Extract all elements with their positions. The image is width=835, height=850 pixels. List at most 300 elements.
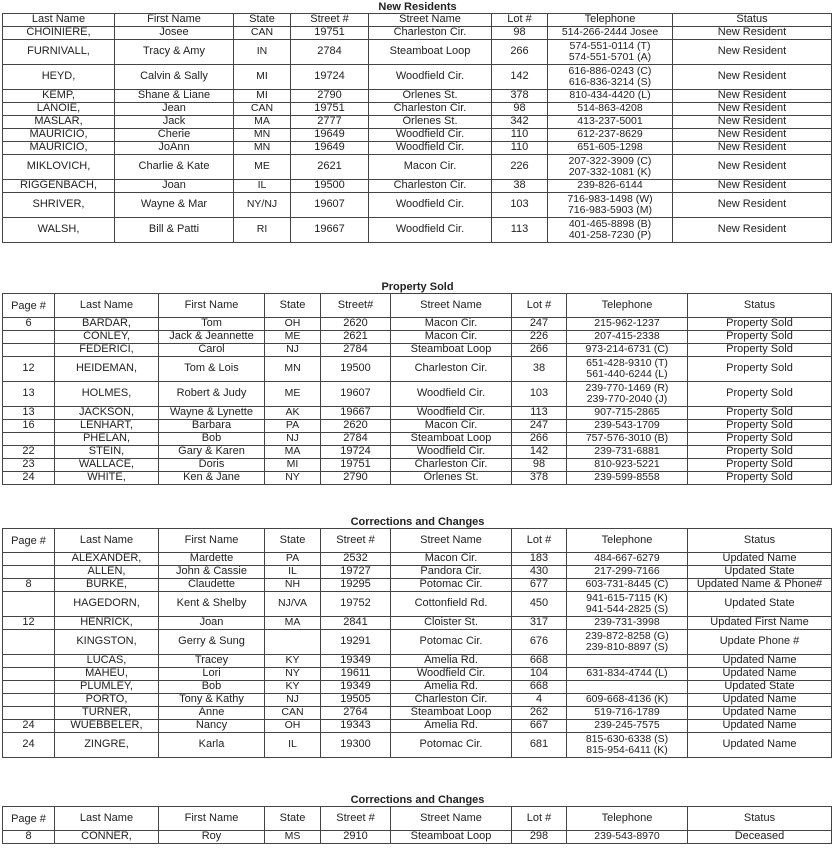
telephone-cell (548, 218, 673, 243)
table-row (3, 180, 832, 193)
street-number-cell: 19667 (321, 407, 391, 420)
first-name-cell: Jack & Jeannette (159, 331, 265, 344)
street-name-cell: Potomac Cir. (391, 733, 512, 758)
telephone-cell (567, 446, 688, 459)
lot-number-cell: 378 (492, 90, 548, 103)
street-name-cell: Macon Cir. (391, 553, 512, 566)
lot-number-cell: 226 (512, 331, 567, 344)
col-header: Street Name (369, 14, 492, 27)
lot-number-cell: 183 (512, 553, 567, 566)
telephone-cell (567, 617, 688, 630)
table-row (3, 630, 832, 655)
street-number-cell: 19751 (321, 459, 391, 472)
telephone-line: 484-667-6279 (594, 552, 660, 565)
telephone-line: 603-731-8445 (C) (585, 578, 669, 591)
street-name-cell: Woodfield Cir. (369, 193, 492, 218)
street-number-cell: 19343 (321, 720, 391, 733)
lot-number-cell: 667 (512, 720, 567, 733)
table-row (3, 733, 832, 758)
street-number-cell: 2621 (321, 331, 391, 344)
street-number-cell: 19724 (291, 65, 369, 90)
page-number-cell: 24 (3, 720, 55, 733)
table-row (3, 681, 832, 694)
telephone-cell (567, 655, 688, 668)
lot-number-cell: 266 (512, 344, 567, 357)
street-number-cell: 2620 (321, 420, 391, 433)
state-cell: CAN (234, 103, 291, 116)
page-number-cell (3, 433, 55, 446)
street-number-cell: 19724 (321, 446, 391, 459)
street-name-cell: Orlenes St. (369, 90, 492, 103)
status-cell: Update Phone # (688, 630, 832, 655)
telephone-cell (548, 155, 673, 180)
street-number-cell: 2620 (321, 318, 391, 331)
status-cell: Property Sold (688, 446, 832, 459)
table-row (3, 407, 832, 420)
page-number-cell (3, 331, 55, 344)
first-name-cell: Wayne & Mar (115, 193, 234, 218)
table-row (3, 459, 832, 472)
table-row (3, 331, 832, 344)
last-name-cell: FEDERICI, (55, 344, 159, 357)
col-header: Status (688, 529, 832, 553)
last-name-cell: FURNIVALL, (3, 40, 115, 65)
table-row (3, 142, 832, 155)
col-header: State (265, 807, 321, 831)
table-row (3, 155, 832, 180)
table-row (3, 27, 832, 40)
state-cell: NY (265, 472, 321, 485)
street-name-cell: Woodfield Cir. (369, 65, 492, 90)
col-header: Telephone (567, 529, 688, 553)
status-cell: New Resident (673, 155, 832, 180)
status-cell: Property Sold (688, 318, 832, 331)
street-number-cell: 19607 (321, 382, 391, 407)
state-cell: NJ (265, 344, 321, 357)
first-name-cell: Jack (115, 116, 234, 129)
street-name-cell: Woodfield Cir. (391, 446, 512, 459)
page-number-cell: 8 (3, 831, 55, 844)
street-name-cell: Steamboat Loop (369, 40, 492, 65)
first-name-cell: Tony & Kathy (159, 694, 265, 707)
lot-number-cell: 450 (512, 592, 567, 617)
status-cell: New Resident (673, 27, 832, 40)
street-name-cell: Woodfield Cir. (391, 407, 512, 420)
telephone-line: 239-826-6144 (577, 179, 643, 192)
state-cell: MN (265, 357, 321, 382)
telephone-cell (548, 27, 673, 40)
street-number-cell: 2784 (321, 344, 391, 357)
telephone-cell (567, 592, 688, 617)
first-name-cell: Bob (159, 433, 265, 446)
page-number-cell (3, 592, 55, 617)
telephone-cell (548, 180, 673, 193)
table-row (3, 218, 832, 243)
street-number-cell: 19500 (321, 357, 391, 382)
col-header: Status (688, 807, 832, 831)
telephone-line: 815-954-6411 (K) (586, 744, 668, 756)
status-cell: New Resident (673, 193, 832, 218)
status-cell: New Resident (673, 129, 832, 142)
telephone-cell (567, 553, 688, 566)
state-cell: KY (265, 681, 321, 694)
street-number-cell: 2621 (291, 155, 369, 180)
street-number-cell: 19349 (321, 681, 391, 694)
first-name-cell: Lori (159, 668, 265, 681)
first-name-cell: Barbara (159, 420, 265, 433)
status-cell: Updated State (688, 681, 832, 694)
state-cell: KY (265, 655, 321, 668)
lot-number-cell: 298 (512, 831, 567, 844)
telephone-line: 631-834-4744 (L) (586, 667, 668, 680)
col-header: Lot # (512, 529, 567, 553)
status-cell: Property Sold (688, 420, 832, 433)
telephone-line: 757-576-3010 (B) (585, 432, 669, 445)
telephone-line: 413-237-5001 (577, 115, 643, 128)
table-row (3, 553, 832, 566)
status-cell: Updated Name & Phone# (688, 579, 832, 592)
page-number-cell: 24 (3, 733, 55, 758)
street-number-cell: 2910 (321, 831, 391, 844)
first-name-cell: Tracy & Amy (115, 40, 234, 65)
telephone-line: 239-810-8897 (S) (585, 641, 669, 653)
street-name-cell: Woodfield Cir. (391, 382, 512, 407)
last-name-cell: HAGEDORN, (55, 592, 159, 617)
street-name-cell: Macon Cir. (391, 331, 512, 344)
first-name-cell: Jean (115, 103, 234, 116)
lot-number-cell: 226 (492, 155, 548, 180)
lot-number-cell: 110 (492, 142, 548, 155)
street-name-cell: Charleston Cir. (391, 694, 512, 707)
state-cell: IN (234, 40, 291, 65)
state-cell: MS (265, 831, 321, 844)
telephone-cell (567, 733, 688, 758)
street-number-cell: 19500 (291, 180, 369, 193)
status-cell: Property Sold (688, 344, 832, 357)
street-number-cell: 2790 (321, 472, 391, 485)
status-cell: New Resident (673, 116, 832, 129)
street-number-cell: 19727 (321, 566, 391, 579)
status-cell: Property Sold (688, 433, 832, 446)
telephone-line: 239-731-6881 (594, 445, 660, 458)
last-name-cell: MAHEU, (55, 668, 159, 681)
street-number-cell: 2777 (291, 116, 369, 129)
col-header: First Name (115, 14, 234, 27)
first-name-cell: Tracey (159, 655, 265, 668)
status-cell: Updated Name (688, 707, 832, 720)
status-cell: Updated State (688, 592, 832, 617)
state-cell: NJ (265, 433, 321, 446)
col-header: Street# (321, 294, 391, 318)
telephone-cell (567, 720, 688, 733)
telephone-cell (567, 344, 688, 357)
first-name-cell: Nancy (159, 720, 265, 733)
page-number-cell (3, 694, 55, 707)
telephone-line: 514-863-4208 (577, 102, 643, 115)
telephone-cell (567, 831, 688, 844)
col-header: State (265, 294, 321, 318)
last-name-cell: CHOINIERE, (3, 27, 115, 40)
telephone-line: 239-599-8558 (594, 471, 660, 484)
last-name-cell: WALLACE, (55, 459, 159, 472)
street-number-cell: 19667 (291, 218, 369, 243)
telephone-line: 514-266-2444 Josee (561, 26, 659, 39)
telephone-cell (567, 707, 688, 720)
state-cell: MA (234, 116, 291, 129)
last-name-cell: PLUMLEY, (55, 681, 159, 694)
state-cell: NJ (265, 694, 321, 707)
status-cell: Updated Name (688, 733, 832, 758)
col-header: Lot # (512, 807, 567, 831)
telephone-line: 810-434-4420 (L) (569, 89, 651, 102)
corrections-table-2 (2, 806, 832, 844)
state-cell: IL (265, 733, 321, 758)
first-name-cell: Carol (159, 344, 265, 357)
col-header: Status (688, 294, 832, 318)
lot-number-cell: 247 (512, 420, 567, 433)
street-number-cell: 19751 (291, 27, 369, 40)
status-cell: New Resident (673, 65, 832, 90)
street-name-cell: Potomac Cir. (391, 630, 512, 655)
street-name-cell: Macon Cir. (369, 155, 492, 180)
telephone-line: 716-983-1498 (W) (567, 192, 653, 205)
lot-number-cell: 342 (492, 116, 548, 129)
street-name-cell: Charleston Cir. (391, 459, 512, 472)
corrections-table (2, 528, 832, 758)
first-name-cell: Gerry & Sung (159, 630, 265, 655)
telephone-line: 574-551-5701 (A) (568, 51, 652, 63)
page-number-cell: 13 (3, 407, 55, 420)
table-row (3, 116, 832, 129)
last-name-cell: WUEBBELER, (55, 720, 159, 733)
last-name-cell: CONLEY, (55, 331, 159, 344)
lot-number-cell: 681 (512, 733, 567, 758)
page-number-cell (3, 707, 55, 720)
status-cell: Property Sold (688, 459, 832, 472)
status-cell: Updated Name (688, 655, 832, 668)
lot-number-cell: 317 (512, 617, 567, 630)
status-cell: Deceased (688, 831, 832, 844)
status-cell: Updated Name (688, 694, 832, 707)
first-name-cell: Mardette (159, 553, 265, 566)
first-name-cell: Calvin & Sally (115, 65, 234, 90)
telephone-line: 239-731-3998 (594, 616, 660, 629)
first-name-cell: Kent & Shelby (159, 592, 265, 617)
section-title-new-residents: New Residents (378, 1, 457, 13)
section-title-corrections: Corrections and Changes (350, 516, 485, 528)
page-number-cell: 8 (3, 579, 55, 592)
telephone-line: 616-886-0243 (C) (568, 64, 652, 77)
state-cell: MN (234, 142, 291, 155)
telephone-cell (567, 407, 688, 420)
page-number-cell: 23 (3, 459, 55, 472)
first-name-cell: Tom (159, 318, 265, 331)
telephone-cell (548, 193, 673, 218)
table-row (3, 472, 832, 485)
table-row (3, 433, 832, 446)
last-name-cell: BURKE, (55, 579, 159, 592)
col-header: Last Name (3, 14, 115, 27)
page-number-cell (3, 344, 55, 357)
first-name-cell: Shane & Liane (115, 90, 234, 103)
telephone-line: 215-962-1237 (594, 317, 660, 330)
telephone-line: 616-836-3214 (S) (568, 76, 652, 88)
section-title-property-sold: Property Sold (381, 281, 454, 293)
telephone-cell (567, 566, 688, 579)
telephone-cell (548, 129, 673, 142)
street-name-cell: Charleston Cir. (391, 357, 512, 382)
page-number-cell (3, 655, 55, 668)
last-name-cell: ALLEN, (55, 566, 159, 579)
page-number-cell (3, 553, 55, 566)
status-cell: Updated State (688, 566, 832, 579)
table-row (3, 103, 832, 116)
col-header-page: Page # (3, 807, 55, 831)
telephone-cell (567, 681, 688, 694)
first-name-cell: Ken & Jane (159, 472, 265, 485)
status-cell: Property Sold (688, 472, 832, 485)
state-cell: IL (234, 180, 291, 193)
last-name-cell: CONNER, (55, 831, 159, 844)
status-cell: New Resident (673, 103, 832, 116)
table-row (3, 720, 832, 733)
lot-number-cell: 98 (492, 27, 548, 40)
street-number-cell: 2841 (321, 617, 391, 630)
telephone-line: 207-322-3909 (C) (568, 154, 652, 167)
table-row (3, 655, 832, 668)
last-name-cell: PORTO, (55, 694, 159, 707)
col-header: First Name (159, 807, 265, 831)
lot-number-cell: 142 (512, 446, 567, 459)
last-name-cell: JACKSON, (55, 407, 159, 420)
street-number-cell: 2784 (321, 433, 391, 446)
state-cell: NY/NJ (234, 193, 291, 218)
state-cell: OH (265, 318, 321, 331)
status-cell: New Resident (673, 40, 832, 65)
last-name-cell: BARDAR, (55, 318, 159, 331)
table-row (3, 617, 832, 630)
telephone-line: 217-299-7166 (594, 565, 660, 578)
street-number-cell: 19751 (291, 103, 369, 116)
first-name-cell: Tom & Lois (159, 357, 265, 382)
first-name-cell: Bill & Patti (115, 218, 234, 243)
page-number-cell (3, 630, 55, 655)
last-name-cell: MAURICIO, (3, 129, 115, 142)
table-row (3, 446, 832, 459)
col-header: Telephone (567, 807, 688, 831)
last-name-cell: PHELAN, (55, 433, 159, 446)
col-header: Street Name (391, 807, 512, 831)
last-name-cell: HEIDEMAN, (55, 357, 159, 382)
table-row (3, 129, 832, 142)
lot-number-cell: 103 (492, 193, 548, 218)
telephone-line: 651-605-1298 (577, 141, 643, 154)
table-row (3, 420, 832, 433)
state-cell: MI (234, 65, 291, 90)
state-cell: MA (265, 617, 321, 630)
last-name-cell: TURNER, (55, 707, 159, 720)
street-number-cell: 19752 (321, 592, 391, 617)
last-name-cell: LANOIE, (3, 103, 115, 116)
lot-number-cell: 676 (512, 630, 567, 655)
table-row (3, 318, 832, 331)
section-title-corrections-2: Corrections and Changes (350, 794, 485, 806)
first-name-cell: Josee (115, 27, 234, 40)
page-number-cell: 16 (3, 420, 55, 433)
table-row (3, 668, 832, 681)
telephone-line: 207-415-2338 (594, 330, 660, 343)
state-cell: NH (265, 579, 321, 592)
state-cell: MN (234, 129, 291, 142)
street-name-cell: Steamboat Loop (391, 707, 512, 720)
first-name-cell: Wayne & Lynette (159, 407, 265, 420)
col-header: Last Name (55, 529, 159, 553)
col-header: Street # (291, 14, 369, 27)
state-cell: MI (234, 90, 291, 103)
telephone-line: 519-716-1789 (594, 706, 660, 719)
col-header: Street # (321, 807, 391, 831)
last-name-cell: MIKLOVICH, (3, 155, 115, 180)
status-cell: New Resident (673, 142, 832, 155)
telephone-cell (567, 331, 688, 344)
last-name-cell: KEMP, (3, 90, 115, 103)
telephone-cell (548, 40, 673, 65)
first-name-cell: Anne (159, 707, 265, 720)
street-number-cell: 19295 (321, 579, 391, 592)
street-number-cell: 19611 (321, 668, 391, 681)
street-name-cell: Charleston Cir. (369, 27, 492, 40)
status-cell: Property Sold (688, 407, 832, 420)
street-number-cell: 19349 (321, 655, 391, 668)
page-number-cell: 6 (3, 318, 55, 331)
street-number-cell: 2784 (291, 40, 369, 65)
col-header: Last Name (55, 807, 159, 831)
first-name-cell: Robert & Judy (159, 382, 265, 407)
state-cell: MA (265, 446, 321, 459)
page-number-cell (3, 681, 55, 694)
col-header: Status (673, 14, 832, 27)
table-row (3, 592, 832, 617)
state-cell: MI (265, 459, 321, 472)
street-name-cell: Cottonfield Rd. (391, 592, 512, 617)
telephone-cell (548, 142, 673, 155)
lot-number-cell: 113 (492, 218, 548, 243)
last-name-cell: RIGGENBACH, (3, 180, 115, 193)
telephone-line: 239-872-8258 (G) (585, 629, 669, 642)
page-number-cell (3, 668, 55, 681)
street-name-cell: Macon Cir. (391, 420, 512, 433)
state-cell: ME (265, 331, 321, 344)
page-number-cell: 12 (3, 357, 55, 382)
state-cell: NY (265, 668, 321, 681)
telephone-line: 612-237-8629 (577, 128, 643, 141)
col-header: State (234, 14, 291, 27)
lot-number-cell: 142 (492, 65, 548, 90)
first-name-cell: Bob (159, 681, 265, 694)
street-number-cell: 2532 (321, 553, 391, 566)
table-row (3, 90, 832, 103)
street-name-cell: Woodfield Cir. (369, 142, 492, 155)
street-name-cell: Woodfield Cir. (369, 218, 492, 243)
telephone-cell (567, 472, 688, 485)
state-cell: ME (265, 382, 321, 407)
header-row (3, 529, 832, 553)
table-row (3, 193, 832, 218)
last-name-cell: ALEXANDER, (55, 553, 159, 566)
telephone-line: 907-715-2865 (594, 406, 660, 419)
telephone-cell (548, 65, 673, 90)
last-name-cell: WALSH, (3, 218, 115, 243)
